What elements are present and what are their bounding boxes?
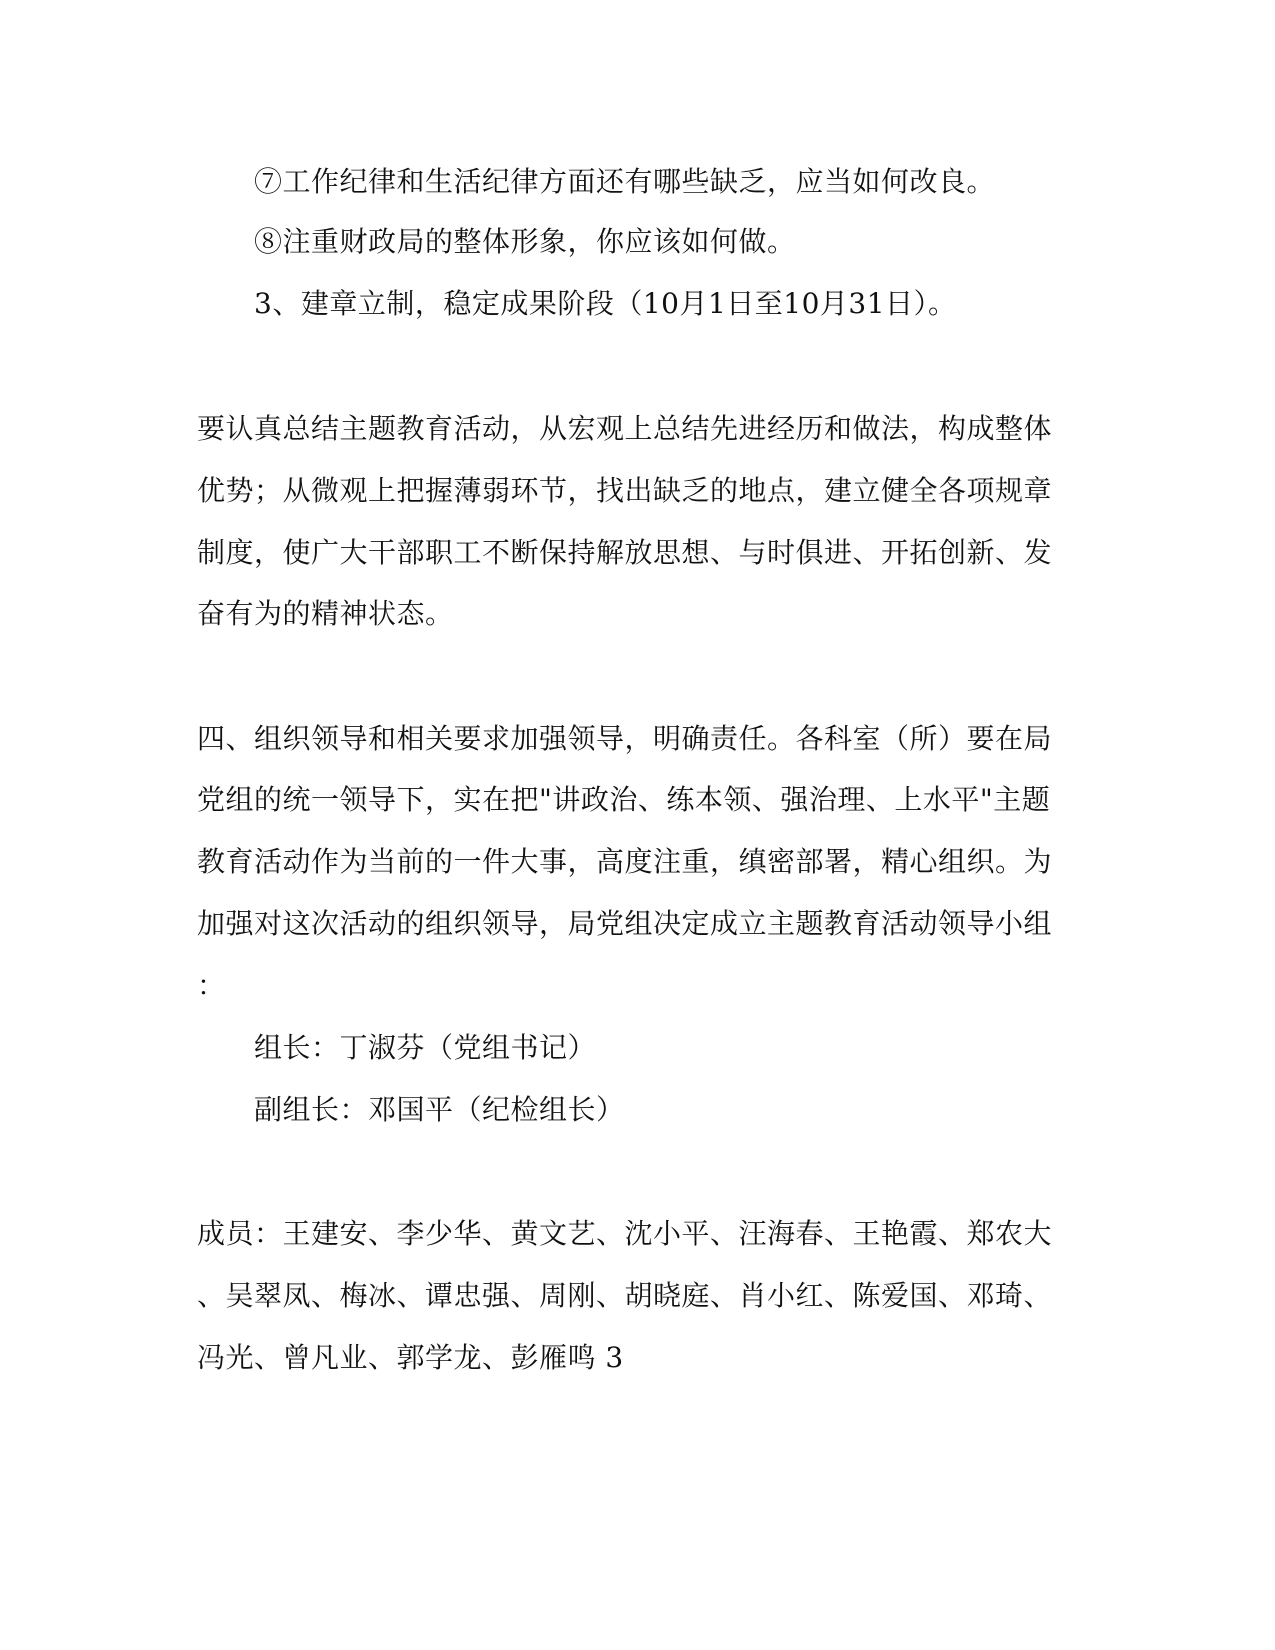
section-heading-3: 3、建章立制，稳定成果阶段（10月1日至10月31日）。 <box>254 287 957 320</box>
paragraph-line: 要认真总结主题教育活动，从宏观上总结先进经历和做法，构成整体 <box>197 412 1053 445</box>
list-item-7: ⑦工作纪律和生活纪律方面还有哪些缺乏，应当如何改良。 <box>254 165 996 198</box>
paragraph-line: 加强对这次活动的组织领导，局党组决定成立主题教育活动领导小组 <box>197 907 1053 940</box>
members-line: 成员：王建安、李少华、黄文艺、沈小平、汪海春、王艳霞、郑农大 <box>197 1217 1053 1250</box>
paragraph-line: 奋有为的精神状态。 <box>197 597 454 630</box>
paragraph-line: 制度，使广大干部职工不断保持解放思想、与时俱进、开拓创新、发 <box>197 536 1053 569</box>
deputy-leader: 副组长：邓国平（纪检组长） <box>254 1093 625 1126</box>
members-line: 冯光、曾凡业、郭学龙、彭雁鸣 3 <box>197 1341 624 1374</box>
section-heading-4: 四、组织领导和相关要求加强领导，明确责任。各科室（所）要在局 <box>197 722 1053 755</box>
list-item-8: ⑧注重财政局的整体形象，你应该如何做。 <box>254 225 796 258</box>
paragraph-line: 优势；从微观上把握薄弱环节，找出缺乏的地点，建立健全各项规章 <box>197 474 1053 507</box>
paragraph-line: 党组的统一领导下，实在把"讲政治、练本领、强治理、上水平"主题 <box>197 783 1051 816</box>
members-line: 、吴翠凤、梅冰、谭忠强、周刚、胡晓庭、肖小红、陈爱国、邓琦、 <box>197 1279 1053 1312</box>
paragraph-line: 教育活动作为当前的一件大事，高度注重，缜密部署，精心组织。为 <box>197 845 1053 878</box>
group-leader: 组长：丁淑芬（党组书记） <box>254 1031 597 1064</box>
paragraph-line: ： <box>197 969 226 1002</box>
